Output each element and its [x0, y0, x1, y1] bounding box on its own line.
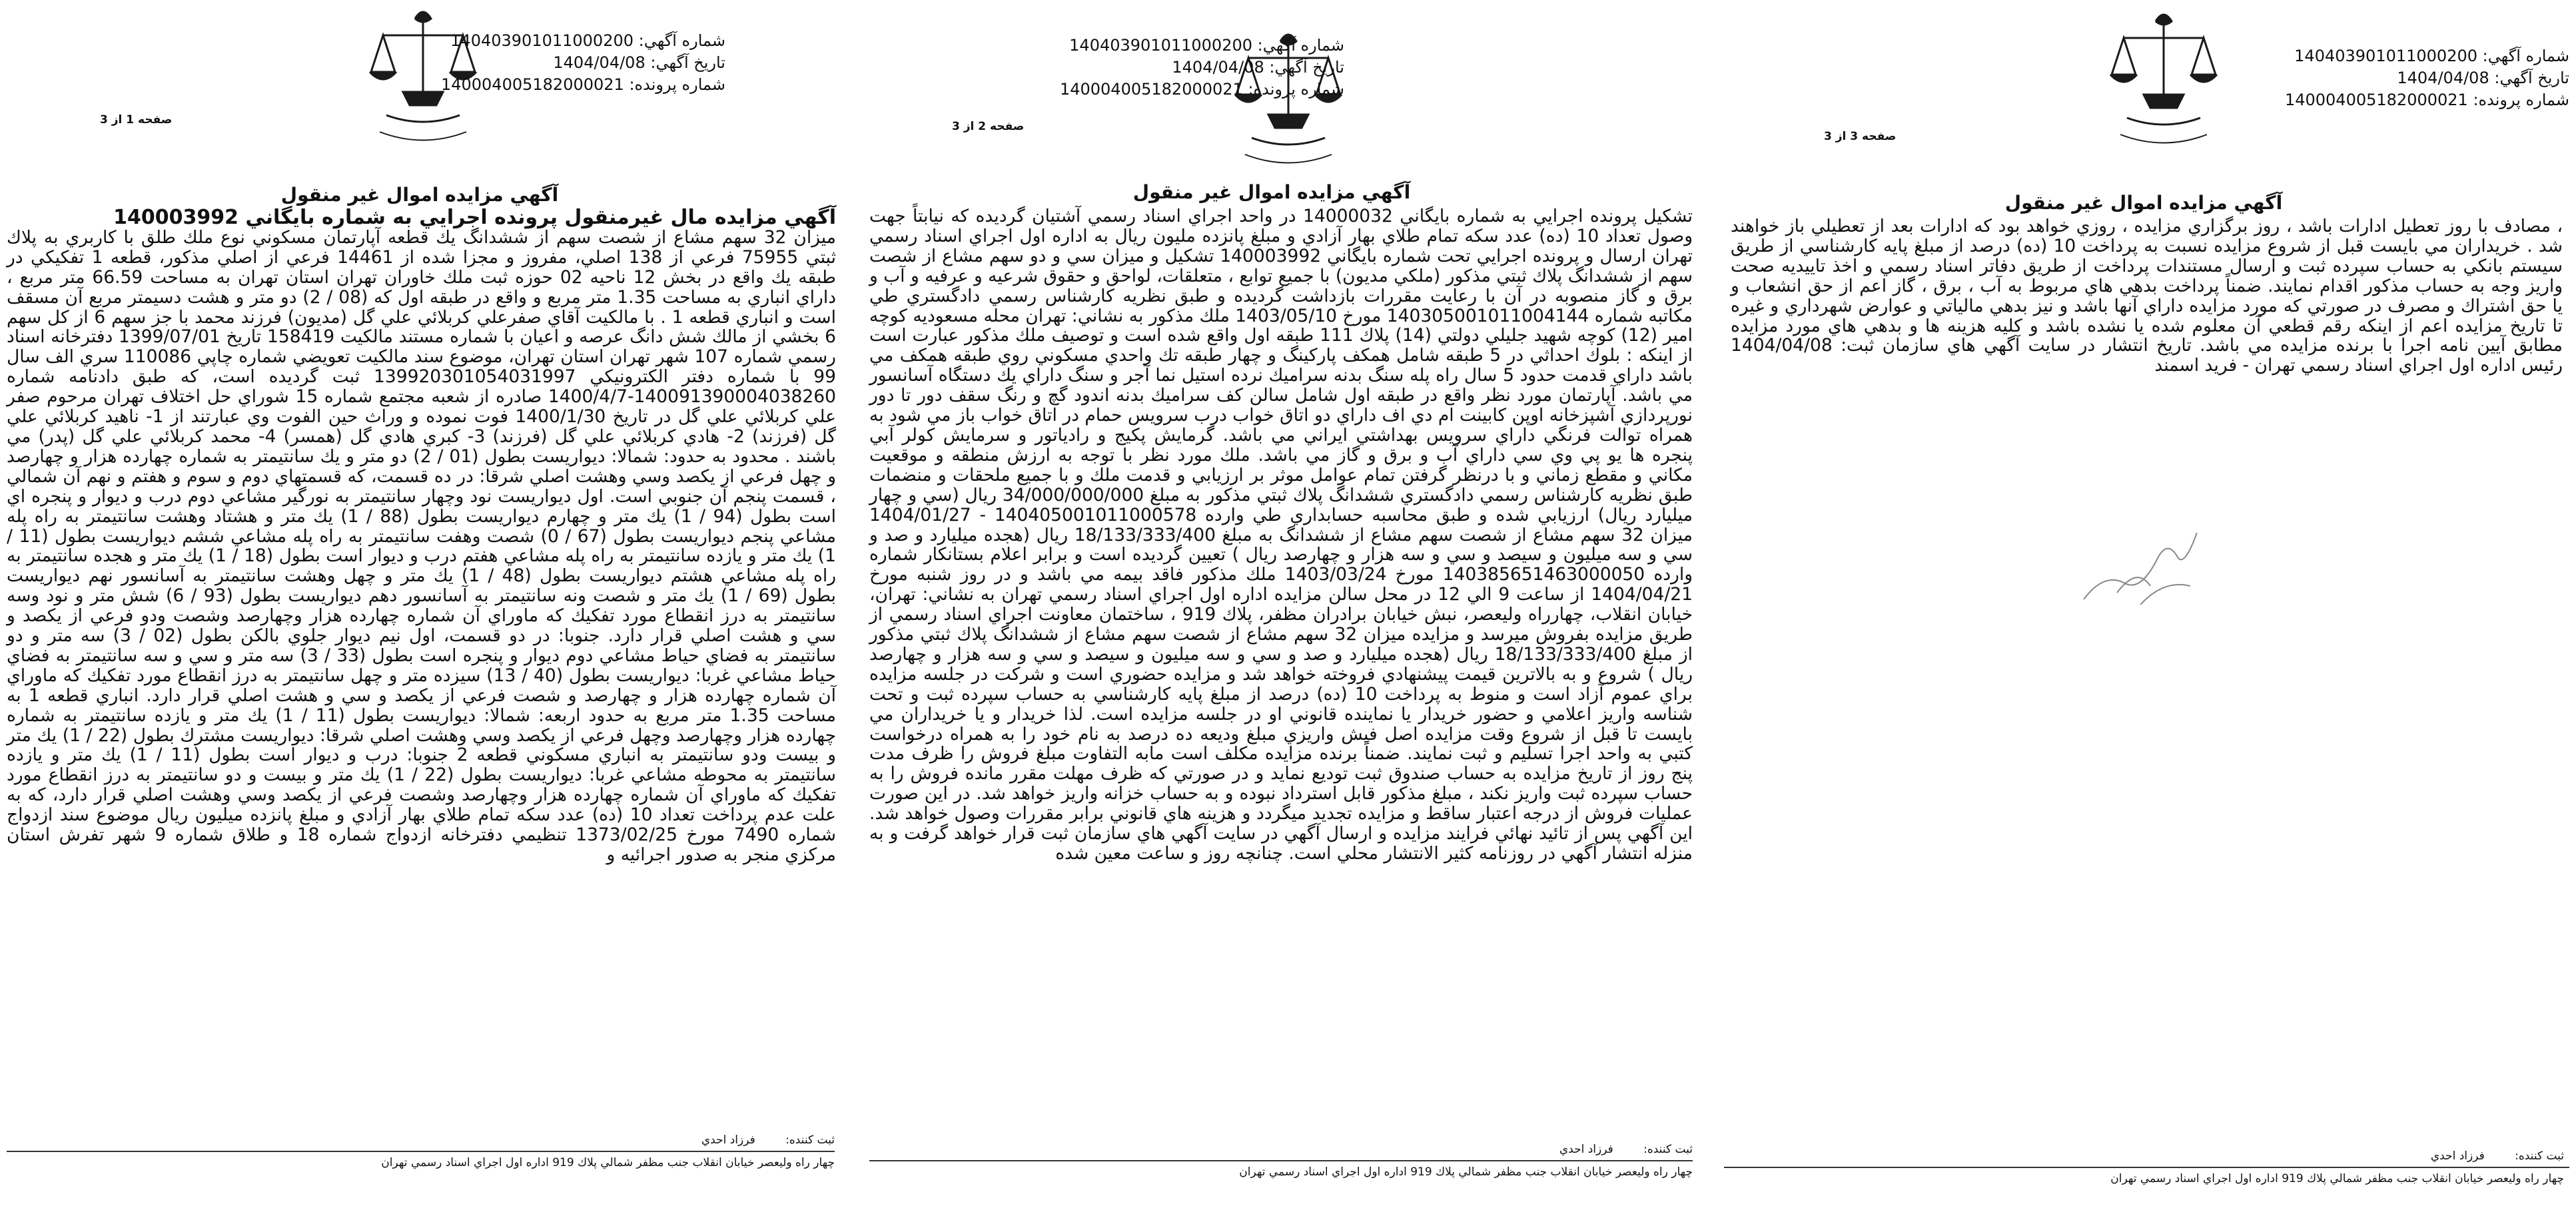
page-number: صفحه 3 از 3: [1824, 130, 1897, 143]
registrar-line: [701, 1133, 835, 1147]
footer-divider: [869, 1160, 1693, 1161]
signature-mark: [2077, 519, 2204, 613]
registrar-line: [1559, 1143, 1693, 1156]
announcement-body: [7, 208, 836, 865]
case-number: 140004005182000021: [1059, 80, 1243, 99]
ad-date-label: تاريخ آگهي:: [2494, 69, 2569, 87]
ad-meta: [441, 30, 725, 96]
ad-date: 1404/04/08: [2397, 69, 2489, 87]
ad-number-label: شماره آگهي:: [2482, 47, 2569, 65]
ad-meta: [1060, 35, 1344, 101]
lead-line: آگهي مزايده مال غيرمنقول پرونده اجرايي به شماره بايگاني 140003992: [113, 206, 836, 229]
announcement-body: [869, 206, 1693, 864]
case-number: 140004005182000021: [440, 75, 624, 94]
page-number: صفحه 2 از 3: [952, 120, 1025, 133]
document-page-2: [859, 0, 1717, 1228]
ad-date-label: تاريخ آگهي:: [1269, 58, 1344, 77]
office-address: چهار راه وليعصر خيابان انقلاب جنب مظفر شمالي پلاك 919 اداره اول اجراي اسناد رسمي تهران: [381, 1156, 835, 1169]
body-text: ، مصادف با روز تعطيل ادارات باشد ، روز برگزاري مزايده ، روزي خواهد بود كه ادارات بعد از تعطيلي باز خواهند شد . خريداران مي بايست قبل از شروع مزايده نسبت به پرداخت 10 (ده) درصد از مبلغ پايه كارشناسي از طريق سيستم بانكي به حساب سپرده ثبت و ارسال مستندات پرداخت از طريق دفاتر اسناد رسمي و اخذ تاييديه صحت واريز وجه به حساب مذكور اقدام نمايند. ضمناً پرداخت بدهي هاي مربوط به آب ، برق ، گاز اعم از حق انشعاب و يا حق اشتراك و مصرف در صورتي كه مورد مزايده داراي آنها باشد و نيز بدهي مالياتي و عوارض شهرداري و غيره تا تاريخ مزايده اعم از اينكه رقم قطعي آن معلوم شده يا نشده باشد و كليه هزينه ها و بدهي هاي مورد مزايده مطابق آيين نامه اجرا با برنده مزايده مي باشد. تاريخ انتشار در سايت آگهي هاي سازمان ثبت: 1404/04/08 رئيس اداره اول اجراي اسناد رسمي تهران - فريد اسمند: [1731, 216, 2563, 376]
footer-divider: [7, 1151, 835, 1152]
page-title: آگهي مزايده اموال غير منقول: [2004, 192, 2283, 214]
ad-meta: [2285, 45, 2569, 111]
footer-divider: [1724, 1167, 2569, 1168]
document-page-3: [0, 0, 859, 1228]
page-title: آگهي مزايده اموال غير منقول: [1132, 181, 1411, 203]
ad-number: 140403901011000200: [450, 31, 634, 50]
registrar-name: فرزاد احدي: [2430, 1149, 2485, 1163]
ad-number-label: شماره آگهي:: [1257, 36, 1344, 55]
ad-number: 140403901011000200: [2294, 47, 2478, 65]
body-text: تشكيل پرونده اجرايي به شماره بايگاني 14000032 در واحد اجراي اسناد رسمي آشتيان گرديده كه نيابتاً جهت وصول تعداد 10 (ده) عدد سكه تمام طلاي بهار آزادي و مبلغ پانزده مليون ريال به اداره اول اجراي اسناد رسمي تهران ارسال و پرونده اجرايي تحت شماره بايگاني 140003992 تشكيل و ميزان سي و دو سهم مشاع از شصت سهم از ششدانگ پلاك ثبتي مذكور (ملكي مديون) با جميع توابع ، متعلقات، لواحق و حقوق شرعيه و عرفيه و آب و برق و گاز منصوبه در آن با رعايت مقررات بازداشت گرديده و طبق نظريه كارشناس رسمي دادگستري طي مكاتبه شماره 140305001011004144 مورخ 1403/05/10 ملك مذكور به نشاني: تهران محله مسعوديه كوچه امير (12) كوچه شهيد جليلي دولتي (14) پلاك 111 طبقه اول واقع شده است و توصيف ملك مذكور عبارت است از اينكه : بلوك احداثي در 5 طبقه شامل همكف پاركينگ و چهار طبقه تك واحدي مسكوني روي طبقه همكف مي باشد داراي قدمت حدود 5 سال راه پله سنگ بدنه سراميك نرده استيل نما آجر و سنگ داراي يك دستگاه آسانسور مي باشد. آپارتمان مورد نظر واقع در طبقه اول شامل سالن كف سراميك بدنه اندود گچ و رنگ سقف دور تا دور نورپردازي آشپزخانه اوپن كابينت ام دي اف داراي دو اتاق خواب درب سرويس حمام در اتاق خواب باز مي شود به همراه توالت فرنگي داراي سرويس بهداشتي ايراني مي باشد. گرمايش پكيج و رادياتور و سرمايش كولر آبي پنجره ها يو پي وي سي داراي آب و برق و گاز مي باشد. ملك مورد نظر با توجه به ارزش منطقه و موقعيت مكاني و مقطع زماني و با درنظر گرفتن تمام عوامل موثر بر ارزيابي و قدمت ملك و با جميع ملحقات و منضمات طبق نظريه كارشناس رسمي دادگستري ششدانگ پلاك ثبتي مذكور به مبلغ 34/000/000/000 ريال (سي و چهار ميليارد ريال) ارزيابي شده و طبق محاسبه حسابداري طي وارده 140405001011000578 - 1404/01/27 ميزان 32 سهم مشاع از شصت سهم مشاع از ششدانگ به مبلغ 18/133/333/400 ريال (هجده ميليارد و صد و سي و سه ميليون و سيصد و سي و سه هزار و چهارصد ريال ) تعيين گرديده است و برابر اعلام بستانكار شماره وارده 140385651463000050 مورخ 1403/03/24 ملك مذكور فاقد بيمه مي باشد و در روز شنبه مورخ 1404/04/21 از ساعت 9 الي 12 در محل سالن مزايده اداره اول اجراي اسناد رسمي تهران به نشاني: تهران، خيابان انقلاب، چهارراه وليعصر، نبش خيابان برادران مظفر، پلاك 919 ، ساختمان معاونت اجراي اسناد رسمي از طريق مزايده بفروش ميرسد و مزايده ميزان 32 سهم مشاع از شصت سهم مشاع از ششدانگ پلاك ثبتي مذكور از مبلغ 18/133/333/400 ريال (هجده ميليارد و صد و سي و سه ميليون و سيصد و سي و سه هزار و چهارصد ريال ) شروع و به بالاترين قيمت پيشنهادي فروخته خواهد شد و مزايده حضوري است و شركت در جلسه مزايده براي عموم آزاد است و منوط به پرداخت 10 (ده) درصد از مبلغ پايه كارشناسي به حساب سپرده ثبت و تحت شناسه واريز اعلامي و حضور خريدار يا نماينده قانوني او در جلسه مزايده است. لذا خريدار و يا خريداران مي بايست تا قبل از شروع وقت مزايده اصل فيش واريزي مبلغ وديعه ده درصد به نام خود را به همراه درخواست كتبي به واحد اجرا تسليم و ثبت نمايند. ضمناً برنده مزايده مكلف است مابه التفاوت مبلغ فروش را ظرف مدت پنج روز از تاريخ مزايده به حساب صندوق ثبت توديع نمايد و در صورتي كه ظرف مهلت مقرر مانده فروش را به حساب سپرده ثبت واريز نكند ، مبلغ مذكور قابل استرداد نبوده و به حساب خزانه واريز خواهد شد. در اين صورت عمليات فروش از درجه اعتبار ساقط و مزايده تجديد ميگردد و هزينه هاي قانوني برابر مقررات وصول خواهد شد. اين آگهي پس از تائيد نهائي فرايند مزايده و ارسال آگهي در سايت آگهي هاي سازمان ثبت قرار خواهد گرفت و به منزله انتشار آگهي در روزنامه كثير الانتشار محلي است. چنانچه روز و ساعت معين شده: [869, 206, 1693, 864]
ad-number-label: شماره آگهي:: [638, 31, 725, 50]
office-address: چهار راه وليعصر خيابان انقلاب جنب مظفر شمالي پلاك 919 اداره اول اجراي اسناد رسمي تهران: [2110, 1172, 2564, 1185]
case-number-label: شماره پرونده:: [1248, 80, 1344, 99]
ad-date: 1404/04/08: [1172, 58, 1264, 77]
registrar-label: ثبت كننده:: [1643, 1143, 1693, 1156]
ad-date-label: تاريخ آگهي:: [650, 53, 725, 72]
case-number-label: شماره پرونده:: [2473, 91, 2569, 109]
document-page-1: [1717, 0, 2576, 1228]
handwritten-signature-icon: [2077, 519, 2204, 613]
body-text: ميزان 32 سهم مشاع از شصت سهم از ششدانگ يك قطعه آپارتمان مسكوني نوع ملك طلق با كاربري به پلاك ثبتي 75955 فرعي از 138 اصلي، مفروز و مجزا شده از 14461 فرعي از اصلي مذكور، قطعه 1 تفكيكي در طبقه يك واقع در بخش 12 ناحيه 02 حوزه ثبت ملك خاوران تهران استان تهران به مساحت 66.59 متر مربع ، داراي انباري به مساحت 1.35 متر مربع و واقع در طبقه اول كه (08 / 2) دو متر و هشت دسيمتر مربع آن مسقف است و انباري قطعه 1 . با مالكيت آقاي صفرعلي كربلائي علي گل (مديون) فرزند محمد با جز سهم 6 از كل سهم 6 بخشي از مالك شش دانگ عرصه و اعيان با شماره مستند مالكيت 158419 تاريخ 1399/07/01 دفترخانه اسناد رسمي شماره 107 شهر تهران استان تهران، موضوع سند مالكيت تعويضي شماره چاپي 110086 سري الف سال 99 با شماره دفتر الكترونيكي 139920301054031997 ثبت گرديده است، كه طبق دادنامه شماره 140091390004038260-1400/4/7 صادره از شعبه مجتمع شماره 15 شوراي حل اختلاف تهران مرحوم صفر علي كربلائي علي گل در تاريخ 1400/1/30 فوت نموده و وراث حين الفوت وي عبارتند از 1- ناهيد كربلائي علي گل (فرزند) 2- هادي كربلائي علي گل (فرزند) 3- كبري هادي گل (همسر) 4- محمد كربلائي علي گل (پدر) مي باشند . محدود به حدود: شمالا: ديواريست بطول (01 / 2) دو متر و يك سانتيمتر به شماره چهارده هزار و چهارصد و چهل فرعي از يكصد وسي وهشت اصلي شرقا: در ده قسمت، كه قسمتهاي دوم و سوم و هفتم و نهم آن شمالي ، قسمت پنجم آن جنوبي است. اول ديواريست نود وچهار سانتيمتر به نورگير مشاعي دوم درب و ديوار و پنجره اي است بطول (94 / 1) يك متر و چهارم ديواريست بطول (88 / 1) يك متر و هشتاد وهشت سانتيمتر به راه پله مشاعي پنجم ديواريست بطول (67 / 0) شصت وهفت سانتيمتر به راه پله مشاعي ششم ديواريست بطول (11 / 1) يك متر و يازده سانتيمتر به راه پله مشاعي هفتم درب و ديوار است بطول (18 / 1) يك متر و هجده سانتيمتر به راه پله مشاعي هشتم ديواريست بطول (48 / 1) يك متر و چهل وهشت سانتيمتر به آسانسور نهم ديواريست بطول (69 / 1) يك متر و شصت ونه سانتيمتر به آسانسور دهم ديواريست بطول (93 / 6) شش متر و نود وسه سانتيمتر به درز انقطاع مورد تفكيك كه ماوراي آن شماره چهارده هزار وچهارصد وشصت ودو فرعي از يكصد و سي و هشت اصلي قرار دارد. جنوبا: در دو قسمت، اول نيم ديوار جلوي بالكن بطول (02 / 3) سه متر و دو سانتيمتر به فضاي حياط مشاعي دوم ديوار و پنجره است بطول (33 / 3) سه متر و سي و سه سانتيمتر به فضاي حياط مشاعي غربا: ديواريست بطول (40 / 13) سيزده متر و چهل سانتيمتر به درز انقطاع مورد تفكيك كه ماوراي آن شماره چهارده هزار و چهارصد و شصت فرعي از يكصد و سي و هشت اصلي قرار دارد. انباري قطعه 1 به مساحت 1.35 متر مربع به حدود اربعه: شمالا: ديواريست بطول (11 / 1) يك متر و يازده سانتيمتر به شماره چهارده هزار وچهارصد وچهل فرعي از يكصد وسي وهشت اصلي شرقا: ديواريست مشترك بطول (22 / 1) يك متر و بيست ودو سانتيمتر به انباري مسكوني قطعه 2 جنوبا: درب و ديوار است بطول (11 / 1) يك متر و يازده سانتيمتر به محوطه مشاعي غربا: ديواريست بطول (22 / 1) يك متر و بيست و دو سانتيمتر به درز انقطاع مورد تفكيك كه ماوراي آن شماره چهارده هزار وچهارصد وشصت فرعي از يكصد وسي وهشت اصلي قرار دارد، كه به علت عدم پرداخت تعداد 10 (ده) عدد سكه تمام طلاي بهار آزادي و مبلغ پانزده ميليون ريال موضوع سند ازدواج شماره 7490 مورخ 1373/02/25 تنظيمي دفترخانه ازدواج شماره 18 و طلاق شماره 9 شهر تفرش استان مركزي منجر به صدور اجرائيه و: [7, 226, 837, 865]
registrar-label: ثبت كننده:: [785, 1133, 835, 1147]
announcement-body: [1731, 216, 2563, 376]
ad-date: 1404/04/08: [553, 53, 645, 72]
ad-number: 140403901011000200: [1069, 36, 1253, 55]
registrar-name: فرزاد احدي: [1559, 1143, 1613, 1156]
page-title: آگهي مزايده اموال غير منقول: [280, 184, 559, 206]
registrar-line: [2431, 1149, 2564, 1163]
case-number: 140004005182000021: [2284, 91, 2468, 109]
registrar-label: ثبت كننده:: [2515, 1149, 2564, 1163]
office-address: چهار راه وليعصر خيابان انقلاب جنب مظفر شمالي پلاك 919 اداره اول اجراي اسناد رسمي تهران: [1239, 1165, 1693, 1179]
registrar-name: فرزاد احدي: [701, 1133, 755, 1147]
page-number: صفحه 1 از 3: [100, 113, 173, 127]
scales-of-justice-icon: [2104, 8, 2224, 148]
case-number-label: شماره پرونده:: [629, 75, 725, 94]
judiciary-emblem-icon: [2104, 8, 2224, 148]
